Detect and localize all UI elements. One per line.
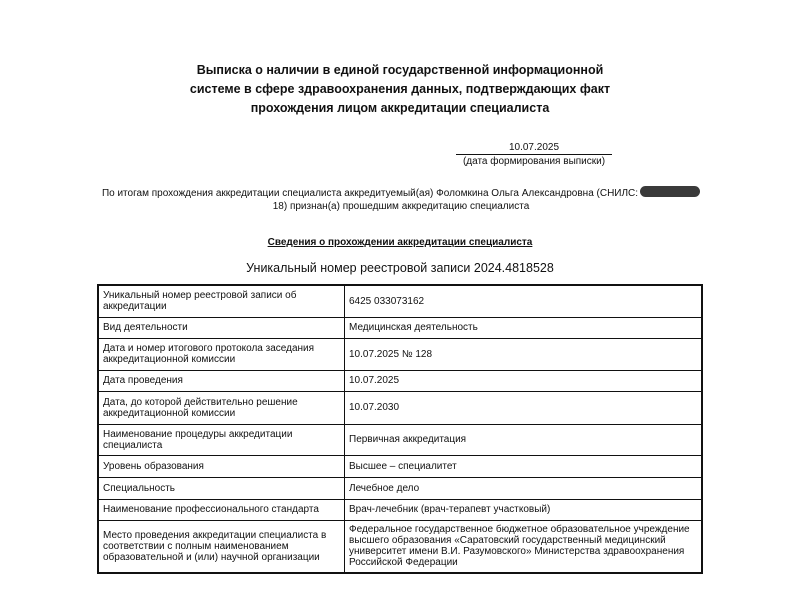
row-label: Уровень образования bbox=[98, 455, 345, 477]
row-label: Наименование процедуры аккредитации специалиста bbox=[98, 424, 345, 455]
row-label: Специальность bbox=[98, 477, 345, 499]
table-row bbox=[98, 338, 702, 370]
table-row bbox=[98, 424, 702, 455]
intro-line-2: 18) признан(а) прошедшим аккредитацию специалиста bbox=[272, 201, 530, 212]
accreditation-info-table bbox=[97, 284, 703, 574]
table-row bbox=[98, 520, 702, 573]
row-label: Дата проведения bbox=[98, 370, 345, 391]
row-label: Наименование профессионального стандарта bbox=[98, 499, 345, 520]
title-line-1: Выписка о наличии в единой государственной информационной bbox=[196, 63, 604, 77]
statement-date-block bbox=[456, 142, 612, 168]
row-value: Лечебное дело bbox=[345, 477, 703, 499]
row-value: Высшее – специалитет bbox=[345, 455, 703, 477]
title-line-2: системе в сфере здравоохранения данных, подтверждающих факт bbox=[189, 82, 611, 96]
row-value: Первичная аккредитация bbox=[345, 424, 703, 455]
statement-date: 10.07.2025 bbox=[456, 142, 612, 155]
row-value: Медицинская деятельность bbox=[345, 317, 703, 338]
table-row bbox=[98, 285, 702, 317]
intro-line-1 bbox=[96, 186, 706, 200]
redacted-snils bbox=[640, 186, 700, 197]
row-value: 10.07.2030 bbox=[345, 391, 703, 424]
table-row bbox=[98, 391, 702, 424]
table-row bbox=[98, 499, 702, 520]
row-value: Федеральное государственное бюджетное образовательное учреждение высшего образования «Саратовский государственный медицинский университет имени В.И. Разумовского» Министерства здравоохранения Российской Федерации bbox=[345, 520, 703, 573]
statement-date-caption: (дата формирования выписки) bbox=[462, 156, 606, 167]
row-label: Уникальный номер реестровой записи об аккредитации bbox=[98, 285, 345, 317]
table-row bbox=[98, 477, 702, 499]
row-value: 10.07.2025 bbox=[345, 370, 703, 391]
table-row bbox=[98, 317, 702, 338]
row-label: Место проведения аккредитации специалиста в соответствии с полным наименованием образовательной и (или) научной организации bbox=[98, 520, 345, 573]
row-label: Дата и номер итогового протокола заседания аккредитационной комиссии bbox=[98, 338, 345, 370]
section-heading: Сведения о прохождении аккредитации специалиста bbox=[267, 237, 533, 248]
row-value: 10.07.2025 № 128 bbox=[345, 338, 703, 370]
document-title bbox=[150, 61, 650, 118]
registry-number-title: Уникальный номер реестровой записи 2024.4818528 bbox=[246, 261, 554, 275]
row-value: 6425 033073162 bbox=[345, 285, 703, 317]
row-label: Дата, до которой действительно решение аккредитационной комиссии bbox=[98, 391, 345, 424]
intro-line-1-text: По итогам прохождения аккредитации специалиста аккредитуемый(ая) Фоломкина Ольга Александровна (СНИЛС: bbox=[101, 188, 639, 199]
intro-paragraph bbox=[96, 186, 706, 213]
table-row bbox=[98, 455, 702, 477]
table-row bbox=[98, 370, 702, 391]
row-label: Вид деятельности bbox=[98, 317, 345, 338]
row-value: Врач-лечебник (врач-терапевт участковый) bbox=[345, 499, 703, 520]
title-line-3: прохождения лицом аккредитации специалиста bbox=[250, 101, 550, 115]
